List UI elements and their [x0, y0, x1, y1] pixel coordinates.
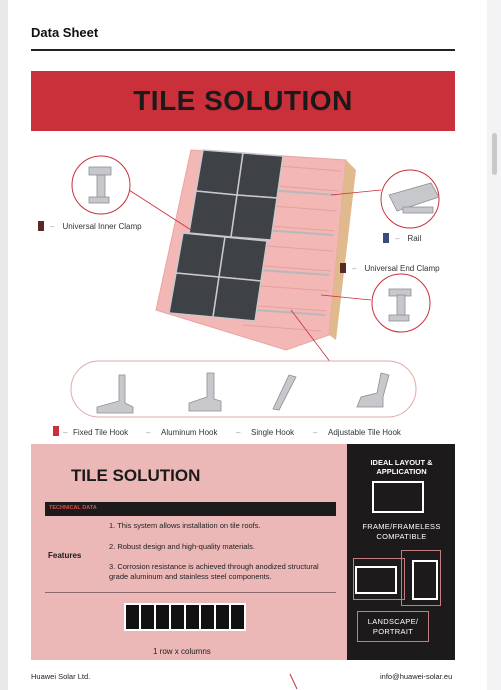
- hook-label-aluminum: Aluminum Hook: [161, 428, 218, 437]
- portrait-icon: [412, 560, 438, 600]
- info-title: TILE SOLUTION: [71, 466, 201, 485]
- header-rule: [31, 49, 455, 51]
- end-clamp-swatch: [340, 263, 346, 273]
- panel-slot: [216, 605, 229, 629]
- end-clamp-label: Universal End Clamp: [364, 263, 440, 273]
- banner-title: TILE SOLUTION: [133, 85, 353, 116]
- layout-heading: IDEAL LAYOUT & APPLICATION: [370, 458, 433, 476]
- technical-data-label: TECHNICAL DATA: [49, 505, 97, 511]
- header-title: Data Sheet: [31, 25, 99, 40]
- inner-clamp-swatch: [38, 221, 44, 231]
- legend-rail: – Rail: [383, 233, 421, 243]
- panel-slot: [201, 605, 214, 629]
- decorative-line: [288, 672, 300, 690]
- section-divider: [45, 592, 336, 593]
- legend-inner-clamp: – Universal Inner Clamp: [38, 221, 142, 231]
- feature-item: 1. This system allows installation on tile roofs.: [109, 521, 261, 530]
- panel-slot: [141, 605, 154, 629]
- feature-item: 3. Corrosion resistance is achieved through anodized structural grade aluminum and stainless steel components.: [109, 562, 319, 581]
- frame-icon: [372, 481, 424, 513]
- hook-label-fixed: Fixed Tile Hook: [73, 428, 129, 437]
- panel-slot: [171, 605, 184, 629]
- panel-slot: [231, 605, 244, 629]
- document-page: Data Sheet TILE SOLUTION – Universal Inner Clamp – Rail – Universal End Clamp – Fixed Tile Hook – Aluminum Hook – Single Hook – Adjustable Tile Hook TILE SOLUTION TECHNICAL DATA Features 1. This system allows installation on tile roofs. 2. Robust design and high-quality materials. 3. Corrosion resistance is achieved through anodized structural grade aluminum and stainless steel components. 1 row x columns IDEAL LAYOUT & APPLICATION FRAME/FRAMELESS COMPATIBLE LANDSCAPE/ PORTRAIT Huawei Solar Ltd. info@huawei-solar.eu: [8, 0, 487, 690]
- panel-slot: [186, 605, 199, 629]
- feature-item: 2. Robust design and high-quality materials.: [109, 542, 255, 551]
- rail-swatch: [383, 233, 389, 243]
- footer-email[interactable]: info@huawei-solar.eu: [380, 672, 453, 681]
- scrollbar-thumb[interactable]: [492, 133, 497, 175]
- roof-illustration: [31, 135, 461, 425]
- frame-text: FRAME/FRAMELESS COMPATIBLE: [362, 522, 441, 541]
- inner-clamp-label: Universal Inner Clamp: [62, 221, 142, 231]
- landscape-icon: [355, 566, 397, 594]
- scrollbar[interactable]: [487, 0, 501, 690]
- title-banner: [31, 71, 455, 131]
- orientation-text: LANDSCAPE/ PORTRAIT: [367, 617, 419, 636]
- panel-slot: [126, 605, 139, 629]
- rail-label: Rail: [407, 233, 422, 243]
- panel-row-diagram: [124, 603, 246, 631]
- row-label: 1 row x columns: [153, 647, 211, 656]
- hook-label-single: Single Hook: [251, 428, 295, 437]
- hook-label-adjustable: Adjustable Tile Hook: [328, 428, 401, 437]
- features-label: Features: [48, 551, 82, 560]
- panel-slot: [156, 605, 169, 629]
- footer-company: Huawei Solar Ltd.: [31, 672, 91, 681]
- fixed-hook-swatch: [53, 426, 59, 436]
- legend-end-clamp: – Universal End Clamp: [340, 263, 440, 273]
